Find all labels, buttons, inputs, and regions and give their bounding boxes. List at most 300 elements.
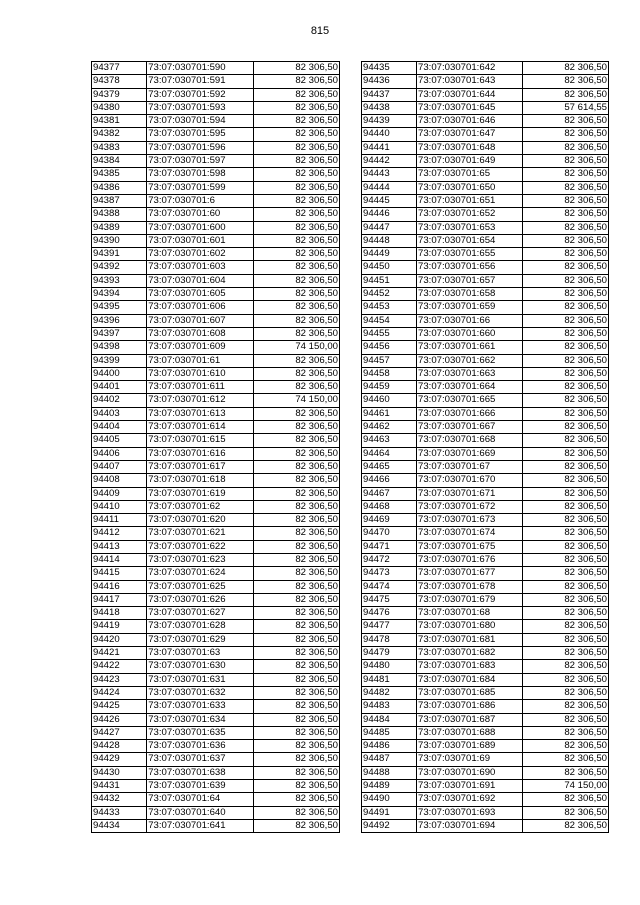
row-number: 94418 <box>92 607 147 620</box>
cadastral-value: 82 306,50 <box>253 314 339 327</box>
row-number: 94436 <box>362 75 417 88</box>
table-row <box>92 155 340 168</box>
cadastral-number: 73:07:030701:625 <box>147 580 253 593</box>
cadastral-number: 73:07:030701:617 <box>147 460 253 473</box>
row-number: 94405 <box>92 434 147 447</box>
row-number: 94480 <box>362 660 417 673</box>
table-row <box>362 181 609 194</box>
row-number: 94396 <box>92 314 147 327</box>
row-number: 94423 <box>92 673 147 686</box>
row-number: 94437 <box>362 88 417 101</box>
row-number: 94485 <box>362 726 417 739</box>
row-number: 94430 <box>92 766 147 779</box>
table-row <box>92 88 340 101</box>
cadastral-value: 82 306,50 <box>523 75 609 88</box>
table-row <box>362 62 609 75</box>
cadastral-number: 73:07:030701:676 <box>417 553 523 566</box>
cadastral-value: 82 306,50 <box>253 753 339 766</box>
row-number: 94474 <box>362 580 417 593</box>
cadastral-value: 82 306,50 <box>523 806 609 819</box>
row-number: 94449 <box>362 248 417 261</box>
cadastral-number: 73:07:030701:609 <box>147 341 253 354</box>
cadastral-value: 57 614,55 <box>523 101 609 114</box>
row-number: 94420 <box>92 633 147 646</box>
row-number: 94448 <box>362 234 417 247</box>
cadastral-value: 82 306,50 <box>253 647 339 660</box>
cadastral-value: 82 306,50 <box>523 633 609 646</box>
cadastral-number: 73:07:030701:623 <box>147 553 253 566</box>
row-number: 94441 <box>362 141 417 154</box>
cadastral-number: 73:07:030701:65 <box>417 168 523 181</box>
cadastral-value: 82 306,50 <box>253 128 339 141</box>
table-row <box>92 128 340 141</box>
cadastral-number: 73:07:030701:651 <box>417 194 523 207</box>
table-row <box>92 686 340 699</box>
cadastral-number: 73:07:030701:684 <box>417 673 523 686</box>
table-row <box>362 354 609 367</box>
table-row <box>92 288 340 301</box>
cadastral-number: 73:07:030701:694 <box>417 819 523 832</box>
cadastral-number: 73:07:030701:664 <box>417 381 523 394</box>
table-row <box>92 115 340 128</box>
cadastral-value: 82 306,50 <box>253 474 339 487</box>
table-row <box>362 447 609 460</box>
cadastral-number: 73:07:030701:638 <box>147 766 253 779</box>
cadastral-number: 73:07:030701:663 <box>417 367 523 380</box>
row-number: 94425 <box>92 700 147 713</box>
table-row <box>92 75 340 88</box>
page-number: 815 <box>310 25 330 37</box>
cadastral-number: 73:07:030701:599 <box>147 181 253 194</box>
row-number: 94442 <box>362 155 417 168</box>
table-row <box>362 381 609 394</box>
cadastral-value: 82 306,50 <box>253 553 339 566</box>
cadastral-number: 73:07:030701:590 <box>147 62 253 75</box>
table-row <box>92 101 340 114</box>
cadastral-value: 82 306,50 <box>523 460 609 473</box>
cadastral-value: 82 306,50 <box>523 700 609 713</box>
table-row <box>362 341 609 354</box>
table-row <box>362 819 609 832</box>
cadastral-number: 73:07:030701:600 <box>147 221 253 234</box>
cadastral-value: 82 306,50 <box>523 434 609 447</box>
cadastral-number: 73:07:030701:650 <box>417 181 523 194</box>
cadastral-value: 82 306,50 <box>253 434 339 447</box>
cadastral-value: 82 306,50 <box>253 793 339 806</box>
table-row <box>92 553 340 566</box>
cadastral-value: 82 306,50 <box>253 208 339 221</box>
table-row <box>92 593 340 606</box>
row-number: 94492 <box>362 819 417 832</box>
cadastral-value: 82 306,50 <box>253 407 339 420</box>
cadastral-number: 73:07:030701:665 <box>417 394 523 407</box>
table-row <box>362 261 609 274</box>
table-row <box>362 434 609 447</box>
cadastral-number: 73:07:030701:68 <box>417 607 523 620</box>
row-number: 94409 <box>92 487 147 500</box>
table-row <box>92 620 340 633</box>
cadastral-number: 73:07:030701:680 <box>417 620 523 633</box>
cadastral-number: 73:07:030701:642 <box>417 62 523 75</box>
table-row <box>92 726 340 739</box>
cadastral-value: 82 306,50 <box>253 527 339 540</box>
table-row <box>92 766 340 779</box>
table-row <box>362 141 609 154</box>
cadastral-number: 73:07:030701:593 <box>147 101 253 114</box>
cadastral-number: 73:07:030701:674 <box>417 527 523 540</box>
cadastral-number: 73:07:030701:641 <box>147 819 253 832</box>
row-number: 94473 <box>362 567 417 580</box>
cadastral-value: 82 306,50 <box>253 101 339 114</box>
table-row <box>362 500 609 513</box>
row-number: 94388 <box>92 208 147 221</box>
cadastral-value: 82 306,50 <box>253 421 339 434</box>
table-row <box>362 474 609 487</box>
table-row <box>362 553 609 566</box>
row-number: 94439 <box>362 115 417 128</box>
cadastral-number: 73:07:030701:690 <box>417 766 523 779</box>
table-row <box>92 62 340 75</box>
cadastral-number: 73:07:030701:595 <box>147 128 253 141</box>
cadastral-number: 73:07:030701:649 <box>417 155 523 168</box>
table-row <box>362 700 609 713</box>
cadastral-value: 82 306,50 <box>523 527 609 540</box>
cadastral-value: 82 306,50 <box>523 620 609 633</box>
cadastral-value: 74 150,00 <box>253 394 339 407</box>
table-row <box>362 540 609 553</box>
cadastral-value: 82 306,50 <box>523 607 609 620</box>
cadastral-value: 82 306,50 <box>253 580 339 593</box>
cadastral-number: 73:07:030701:596 <box>147 141 253 154</box>
row-number: 94463 <box>362 434 417 447</box>
cadastral-number: 73:07:030701:670 <box>417 474 523 487</box>
table-row <box>92 168 340 181</box>
table-row <box>362 660 609 673</box>
row-number: 94454 <box>362 314 417 327</box>
cadastral-number: 73:07:030701:692 <box>417 793 523 806</box>
row-number: 94406 <box>92 447 147 460</box>
cadastral-value: 82 306,50 <box>523 580 609 593</box>
table-row <box>92 633 340 646</box>
row-number: 94393 <box>92 274 147 287</box>
table-row <box>92 460 340 473</box>
cadastral-number: 73:07:030701:681 <box>417 633 523 646</box>
row-number: 94398 <box>92 341 147 354</box>
table-row <box>362 327 609 340</box>
cadastral-number: 73:07:030701:594 <box>147 115 253 128</box>
cadastral-number: 73:07:030701:632 <box>147 686 253 699</box>
row-number: 94479 <box>362 647 417 660</box>
row-number: 94455 <box>362 327 417 340</box>
table-row <box>92 327 340 340</box>
cadastral-number: 73:07:030701:601 <box>147 234 253 247</box>
table-row <box>92 540 340 553</box>
row-number: 94382 <box>92 128 147 141</box>
row-number: 94378 <box>92 75 147 88</box>
table-row <box>92 234 340 247</box>
cadastral-number: 73:07:030701:647 <box>417 128 523 141</box>
row-number: 94427 <box>92 726 147 739</box>
row-number: 94408 <box>92 474 147 487</box>
table-row <box>362 75 609 88</box>
cadastral-number: 73:07:030701:686 <box>417 700 523 713</box>
table-row <box>362 221 609 234</box>
cadastral-value: 82 306,50 <box>253 354 339 367</box>
cadastral-number: 73:07:030701:635 <box>147 726 253 739</box>
cadastral-number: 73:07:030701:610 <box>147 367 253 380</box>
table-row <box>362 460 609 473</box>
cadastral-value: 82 306,50 <box>523 647 609 660</box>
cadastral-value: 82 306,50 <box>523 341 609 354</box>
row-number: 94446 <box>362 208 417 221</box>
row-number: 94444 <box>362 181 417 194</box>
table-row <box>92 301 340 314</box>
row-number: 94467 <box>362 487 417 500</box>
cadastral-value: 82 306,50 <box>253 367 339 380</box>
row-number: 94431 <box>92 780 147 793</box>
cadastral-number: 73:07:030701:630 <box>147 660 253 673</box>
cadastral-number: 73:07:030701:655 <box>417 248 523 261</box>
cadastral-value: 82 306,50 <box>523 221 609 234</box>
row-number: 94468 <box>362 500 417 513</box>
row-number: 94433 <box>92 806 147 819</box>
cadastral-number: 73:07:030701:614 <box>147 421 253 434</box>
cadastral-number: 73:07:030701:62 <box>147 500 253 513</box>
table-row <box>92 567 340 580</box>
cadastral-number: 73:07:030701:693 <box>417 806 523 819</box>
table-row <box>92 527 340 540</box>
table-row <box>362 208 609 221</box>
table-row <box>362 620 609 633</box>
cadastral-number: 73:07:030701:592 <box>147 88 253 101</box>
registry-table-right <box>361 61 609 833</box>
row-number: 94379 <box>92 88 147 101</box>
cadastral-value: 82 306,50 <box>523 474 609 487</box>
cadastral-value: 82 306,50 <box>253 633 339 646</box>
row-number: 94453 <box>362 301 417 314</box>
row-number: 94451 <box>362 274 417 287</box>
cadastral-value: 82 306,50 <box>523 128 609 141</box>
row-number: 94392 <box>92 261 147 274</box>
table-row <box>362 88 609 101</box>
table-row <box>92 208 340 221</box>
row-number: 94488 <box>362 766 417 779</box>
cadastral-value: 82 306,50 <box>523 766 609 779</box>
cadastral-number: 73:07:030701:611 <box>147 381 253 394</box>
cadastral-number: 73:07:030701:654 <box>417 234 523 247</box>
cadastral-value: 82 306,50 <box>523 421 609 434</box>
row-number: 94452 <box>362 288 417 301</box>
cadastral-number: 73:07:030701:602 <box>147 248 253 261</box>
table-row <box>92 673 340 686</box>
table-row <box>362 514 609 527</box>
table-row <box>92 819 340 832</box>
cadastral-number: 73:07:030701:69 <box>417 753 523 766</box>
cadastral-number: 73:07:030701:606 <box>147 301 253 314</box>
cadastral-number: 73:07:030701:608 <box>147 327 253 340</box>
row-number: 94419 <box>92 620 147 633</box>
row-number: 94395 <box>92 301 147 314</box>
row-number: 94424 <box>92 686 147 699</box>
cadastral-number: 73:07:030701:622 <box>147 540 253 553</box>
cadastral-number: 73:07:030701:613 <box>147 407 253 420</box>
cadastral-number: 73:07:030701:656 <box>417 261 523 274</box>
row-number: 94426 <box>92 713 147 726</box>
row-number: 94478 <box>362 633 417 646</box>
cadastral-value: 82 306,50 <box>253 607 339 620</box>
cadastral-number: 73:07:030701:687 <box>417 713 523 726</box>
row-number: 94391 <box>92 248 147 261</box>
cadastral-number: 73:07:030701:660 <box>417 327 523 340</box>
row-number: 94404 <box>92 421 147 434</box>
cadastral-value: 82 306,50 <box>253 780 339 793</box>
cadastral-value: 82 306,50 <box>523 248 609 261</box>
cadastral-value: 82 306,50 <box>523 62 609 75</box>
table-row <box>92 181 340 194</box>
row-number: 94443 <box>362 168 417 181</box>
table-row <box>362 633 609 646</box>
row-number: 94414 <box>92 553 147 566</box>
cadastral-value: 82 306,50 <box>523 793 609 806</box>
cadastral-value: 82 306,50 <box>523 141 609 154</box>
cadastral-value: 82 306,50 <box>253 248 339 261</box>
cadastral-number: 73:07:030701:616 <box>147 447 253 460</box>
table-row <box>362 128 609 141</box>
row-number: 94483 <box>362 700 417 713</box>
cadastral-number: 73:07:030701:685 <box>417 686 523 699</box>
cadastral-number: 73:07:030701:646 <box>417 115 523 128</box>
cadastral-value: 82 306,50 <box>253 686 339 699</box>
table-row <box>362 647 609 660</box>
cadastral-number: 73:07:030701:633 <box>147 700 253 713</box>
cadastral-number: 73:07:030701:669 <box>417 447 523 460</box>
row-number: 94465 <box>362 460 417 473</box>
cadastral-value: 82 306,50 <box>253 62 339 75</box>
cadastral-value: 82 306,50 <box>253 234 339 247</box>
cadastral-number: 73:07:030701:597 <box>147 155 253 168</box>
cadastral-number: 73:07:030701:643 <box>417 75 523 88</box>
cadastral-number: 73:07:030701:659 <box>417 301 523 314</box>
row-number: 94471 <box>362 540 417 553</box>
cadastral-value: 82 306,50 <box>523 155 609 168</box>
row-number: 94390 <box>92 234 147 247</box>
table-row <box>92 194 340 207</box>
table-row <box>92 660 340 673</box>
table-row <box>362 673 609 686</box>
cadastral-number: 73:07:030701:675 <box>417 540 523 553</box>
table-row <box>362 194 609 207</box>
table-row <box>92 394 340 407</box>
table-row <box>92 607 340 620</box>
cadastral-value: 82 306,50 <box>523 301 609 314</box>
cadastral-value: 82 306,50 <box>523 514 609 527</box>
table-row <box>92 248 340 261</box>
cadastral-number: 73:07:030701:598 <box>147 168 253 181</box>
cadastral-value: 82 306,50 <box>253 726 339 739</box>
row-number: 94377 <box>92 62 147 75</box>
row-number: 94491 <box>362 806 417 819</box>
cadastral-number: 73:07:030701:679 <box>417 593 523 606</box>
table-row <box>362 686 609 699</box>
cadastral-value: 82 306,50 <box>523 354 609 367</box>
table-row <box>362 168 609 181</box>
cadastral-number: 73:07:030701:629 <box>147 633 253 646</box>
table-row <box>362 394 609 407</box>
cadastral-value: 82 306,50 <box>523 713 609 726</box>
table-row <box>362 115 609 128</box>
table-row <box>362 766 609 779</box>
cadastral-value: 82 306,50 <box>253 447 339 460</box>
table-row <box>92 500 340 513</box>
registry-table-left <box>91 61 340 833</box>
cadastral-number: 73:07:030701:634 <box>147 713 253 726</box>
row-number: 94470 <box>362 527 417 540</box>
cadastral-number: 73:07:030701:591 <box>147 75 253 88</box>
cadastral-value: 82 306,50 <box>523 168 609 181</box>
cadastral-number: 73:07:030701:631 <box>147 673 253 686</box>
cadastral-number: 73:07:030701:682 <box>417 647 523 660</box>
cadastral-number: 73:07:030701:640 <box>147 806 253 819</box>
table-row <box>92 407 340 420</box>
table-row <box>92 314 340 327</box>
row-number: 94484 <box>362 713 417 726</box>
row-number: 94428 <box>92 740 147 753</box>
cadastral-value: 82 306,50 <box>523 740 609 753</box>
cadastral-value: 82 306,50 <box>523 367 609 380</box>
cadastral-value: 82 306,50 <box>253 115 339 128</box>
cadastral-value: 82 306,50 <box>253 806 339 819</box>
row-number: 94412 <box>92 527 147 540</box>
table-row <box>92 341 340 354</box>
table-row <box>362 234 609 247</box>
row-number: 94413 <box>92 540 147 553</box>
cadastral-value: 82 306,50 <box>253 700 339 713</box>
table-row <box>92 434 340 447</box>
cadastral-value: 82 306,50 <box>253 487 339 500</box>
cadastral-number: 73:07:030701:620 <box>147 514 253 527</box>
cadastral-number: 73:07:030701:678 <box>417 580 523 593</box>
cadastral-number: 73:07:030701:653 <box>417 221 523 234</box>
cadastral-value: 82 306,50 <box>253 593 339 606</box>
row-number: 94407 <box>92 460 147 473</box>
row-number: 94399 <box>92 354 147 367</box>
table-row <box>362 527 609 540</box>
cadastral-value: 82 306,50 <box>523 540 609 553</box>
table-row <box>92 514 340 527</box>
cadastral-number: 73:07:030701:667 <box>417 421 523 434</box>
table-row <box>362 806 609 819</box>
row-number: 94411 <box>92 514 147 527</box>
cadastral-number: 73:07:030701:612 <box>147 394 253 407</box>
table-row <box>92 261 340 274</box>
cadastral-value: 82 306,50 <box>523 553 609 566</box>
cadastral-number: 73:07:030701:636 <box>147 740 253 753</box>
cadastral-value: 82 306,50 <box>253 155 339 168</box>
cadastral-number: 73:07:030701:628 <box>147 620 253 633</box>
row-number: 94466 <box>362 474 417 487</box>
row-number: 94403 <box>92 407 147 420</box>
cadastral-number: 73:07:030701:648 <box>417 141 523 154</box>
cadastral-value: 82 306,50 <box>523 686 609 699</box>
row-number: 94438 <box>362 101 417 114</box>
cadastral-number: 73:07:030701:64 <box>147 793 253 806</box>
row-number: 94477 <box>362 620 417 633</box>
table-row <box>92 487 340 500</box>
row-number: 94475 <box>362 593 417 606</box>
table-row <box>362 314 609 327</box>
row-number: 94394 <box>92 288 147 301</box>
row-number: 94481 <box>362 673 417 686</box>
